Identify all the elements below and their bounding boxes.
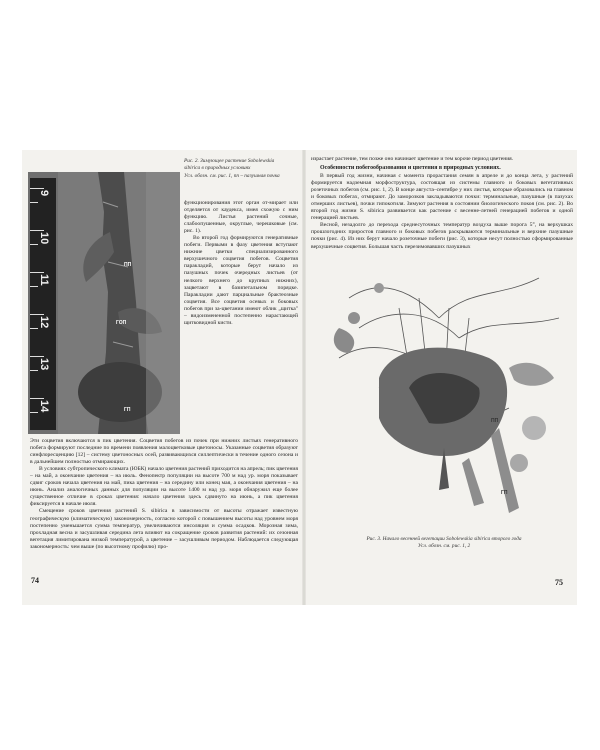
ruler-number: 9: [38, 190, 50, 197]
figure-label: ГП: [501, 490, 508, 496]
figure-label: ПП: [491, 418, 499, 424]
paragraph: функционирования этот орган от-мирает или отделяется от каудекса, имея схожую с ним функцию. Листья растений сочные, слабоопушенные, округлые, черешковые (см. рис. 1).: [184, 200, 298, 235]
figure-3-photo: [319, 258, 569, 530]
wrap-text-column: [184, 200, 298, 327]
figure-2-photo: [28, 172, 180, 434]
page-number-left: 74: [31, 576, 39, 585]
right-text-column: [311, 156, 573, 251]
section-heading: Особенности побегообразования и цветения в природных условиях.: [320, 165, 501, 172]
right-page: [305, 150, 577, 605]
book-spread: [22, 150, 577, 605]
ruler-number: 14: [38, 400, 50, 413]
paragraph: Эти соцветия включаются в пик цветения. Соцветия побегов из почек при нижних листьях генеративного побега формируют последние по времени появления малоцветковые цветоносы. Указанные соцветия образуют синфлоресценцию [12] – систему цветоносных осей, развивающихся силлептически в течение одного сезона и в дальнейшем полностью отмирающих.: [30, 438, 298, 466]
figure-3-caption: Рис. 3. Начало весенней вегетации Sobolewskia sibirica второго года Усл. обозн. см. рис. 1, 2: [366, 536, 522, 549]
plant-photo: [58, 172, 180, 434]
ruler-number: 12: [38, 316, 50, 329]
paragraph: Весной, незадолго до перехода среднесуточных температур воздуха выше порога 5°, на верхушках прошлогодних приростов главного и боковых побегов раскрываются терминальные и верхние пазушные почки (рис. 4). Из них берут начало розеточные побеги (рис. 3), которые несут полностью сформированные верхушечные соцветия. Большая часть перезимовавших пазушных: [311, 222, 573, 250]
figure-label: ГОП: [116, 320, 127, 326]
page-number-right: 75: [555, 578, 563, 587]
paragraph: Смещение сроков цветения растений S. sibirica в зависимости от высоты отражает известную географическую (климатическую) закономерность, согласно которой с повышением высоты над уровнем моря постепенно уменьшается сумма температур, увеличиваются инсоляция и сумма осадков. Морозная зима, прохладная весна и засушливая середина лета влияют на сокращение сроков развития растений: их сезонная вегетация лимитирована низкой температурой, а цветение – засушливым периодом. Наблюдается следующая закономерность: чем выше (по высотному профилю) про-: [30, 508, 298, 550]
figure-label: ГП: [124, 407, 131, 413]
paragraph: В первый год жизни, начиная с момента прорастания семян в апреле и до конца лета, у растений формируется надземная морфоструктура, состоящая из системы главного и боковых вегетативных розеточных побегов (см. рис. 1, 2). В конце августа–сентябре у них листья, которые образовались на главном и боковых побегах, отмирают. До заморозков закладываются почки: терминальные, пазушные (в пазухах отмерших листьев), почки гипокотиля. Зимуют растения в состоянии биологического покоя (см. рис. 2). Во второй год жизни S. sibirica развивается как растение с весенне-летней генерацией побегов и одной генерацией листьев.: [311, 173, 573, 222]
left-page: [22, 150, 304, 605]
ruler: [30, 178, 56, 430]
ruler-number: 13: [38, 358, 50, 371]
paragraph: израстает растение, тем позже оно начинает цветение и тем короче период цветения.: [311, 156, 514, 162]
figure-label: ПП: [124, 262, 132, 268]
full-text-column: [30, 438, 298, 551]
figure-2-caption: Рис. 2. Зимующее растение Sobolewskia sibirica в природных условиях Усл. обозн. см. рис. 1, пп – пазушная почка: [184, 158, 280, 179]
paragraph: Во второй год формируются генеративные побеги. Первыми в фазу цветения вступают нижние цветки специализированного верхушечного соцветия побегов. Соцветия паракладий, которые берут начало из пазушных почек очередных листьев (от нелкого верхнего до крупных нижних), зацветают в базипетальном порядке. Паракладии дают парциальные брактеозные соцветия. Все соцветия осевых и боковых побегов при за-цветании имеют облик „щитка" – видоизмененной постепенно нарастающей щитковидной кисти.: [184, 235, 298, 326]
ruler-number: 11: [38, 274, 50, 286]
paragraph: В условиях субтропического климата (ЮБК) начало цветения растений приходится на апрель; пик цветения – на май, а окончание цветения – на июль. Фенопектр популяции на высоте 700 м над ур. моря показывает сдвиг сроков начала цветения на май, пика цветения – на середину или конец мая, а окончания цветения – на июнь. Анализ аналогичных данных для популяции на высоте 1400 м над ур. моря обнаружил еще более существенное отличие в сроках цветения: начало цветения здесь сдвинуто на июнь, а пик цветения фиксируется в начале июля.: [30, 466, 298, 508]
ruler-number: 10: [38, 232, 50, 245]
